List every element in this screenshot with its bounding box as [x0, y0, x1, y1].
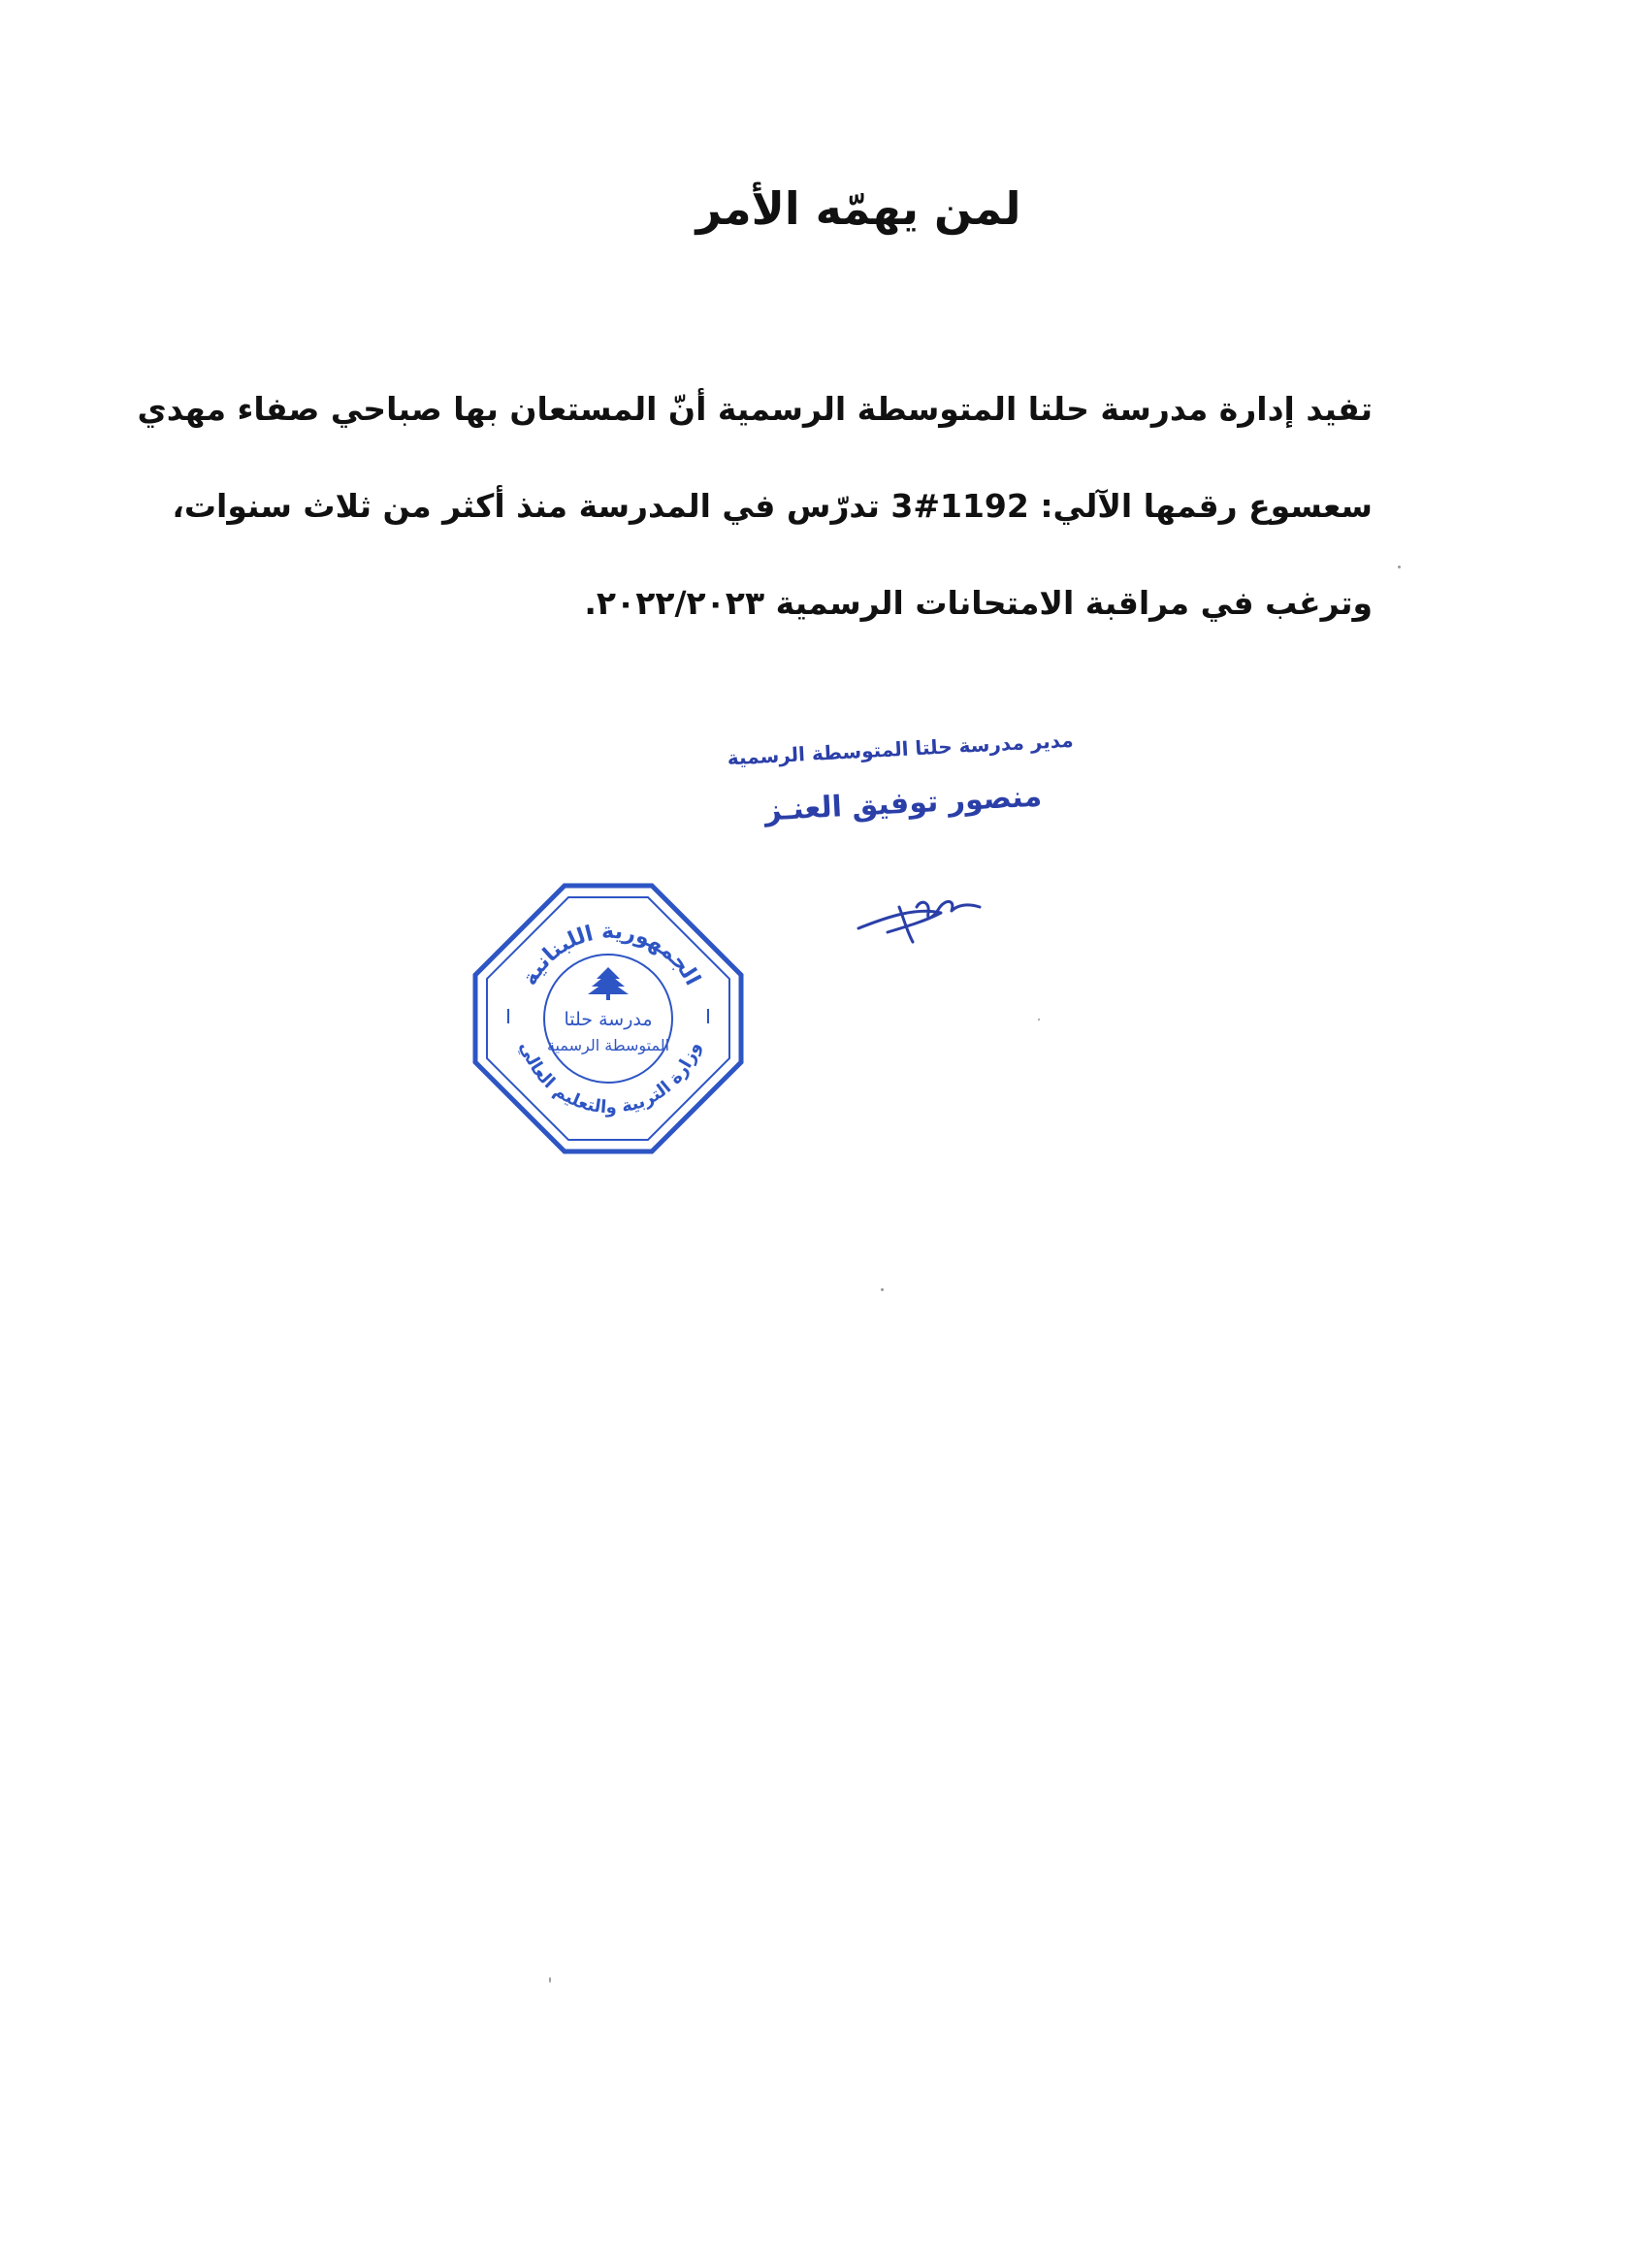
scan-speck	[1038, 1019, 1040, 1021]
body-line-3: وترغب في مراقبة الامتحانات الرسمية ٢٠٢٢/٢٠٢٣.	[584, 584, 1373, 622]
letter-body	[137, 361, 1373, 652]
signatory-role: مدير مدرسة حلتا المتوسطة الرسمية	[727, 728, 1075, 770]
stamp-center-line-1: مدرسة حلتا	[564, 1009, 653, 1030]
stamp-top-text: الجمهورية اللبنانية	[517, 919, 705, 990]
body-line-1: تفيد إدارة مدرسة حلتا المتوسطة الرسمية أنّ المستعان بها صباحي صفاء مهدي	[137, 390, 1373, 428]
cedar-icon	[588, 967, 629, 1000]
scan-speck	[1398, 566, 1401, 568]
teacher-id: 3#1192	[890, 487, 1029, 525]
signature-block	[716, 723, 1089, 843]
body-line-2	[172, 458, 1373, 555]
official-stamp	[468, 878, 749, 1159]
stamp-bottom-text: وزارة التربية والتعليم العالي	[515, 1039, 705, 1118]
body-line-2-end: تدرّس في المدرسة منذ أكثر من ثلاث سنوات،	[172, 487, 880, 525]
stamp-center-line-2: المتوسطة الرسمية	[546, 1036, 670, 1054]
scan-speck	[881, 1288, 884, 1291]
handwritten-signature	[849, 878, 994, 956]
signatory-name: منصور توفيق العنـز	[763, 779, 1043, 828]
scan-speck	[549, 1977, 551, 1983]
title-text: لمن يهمّه الأمر	[695, 182, 1021, 235]
body-line-2-start: سعسوع رقمها الآلي:	[1040, 487, 1373, 525]
document-title	[0, 182, 1649, 235]
